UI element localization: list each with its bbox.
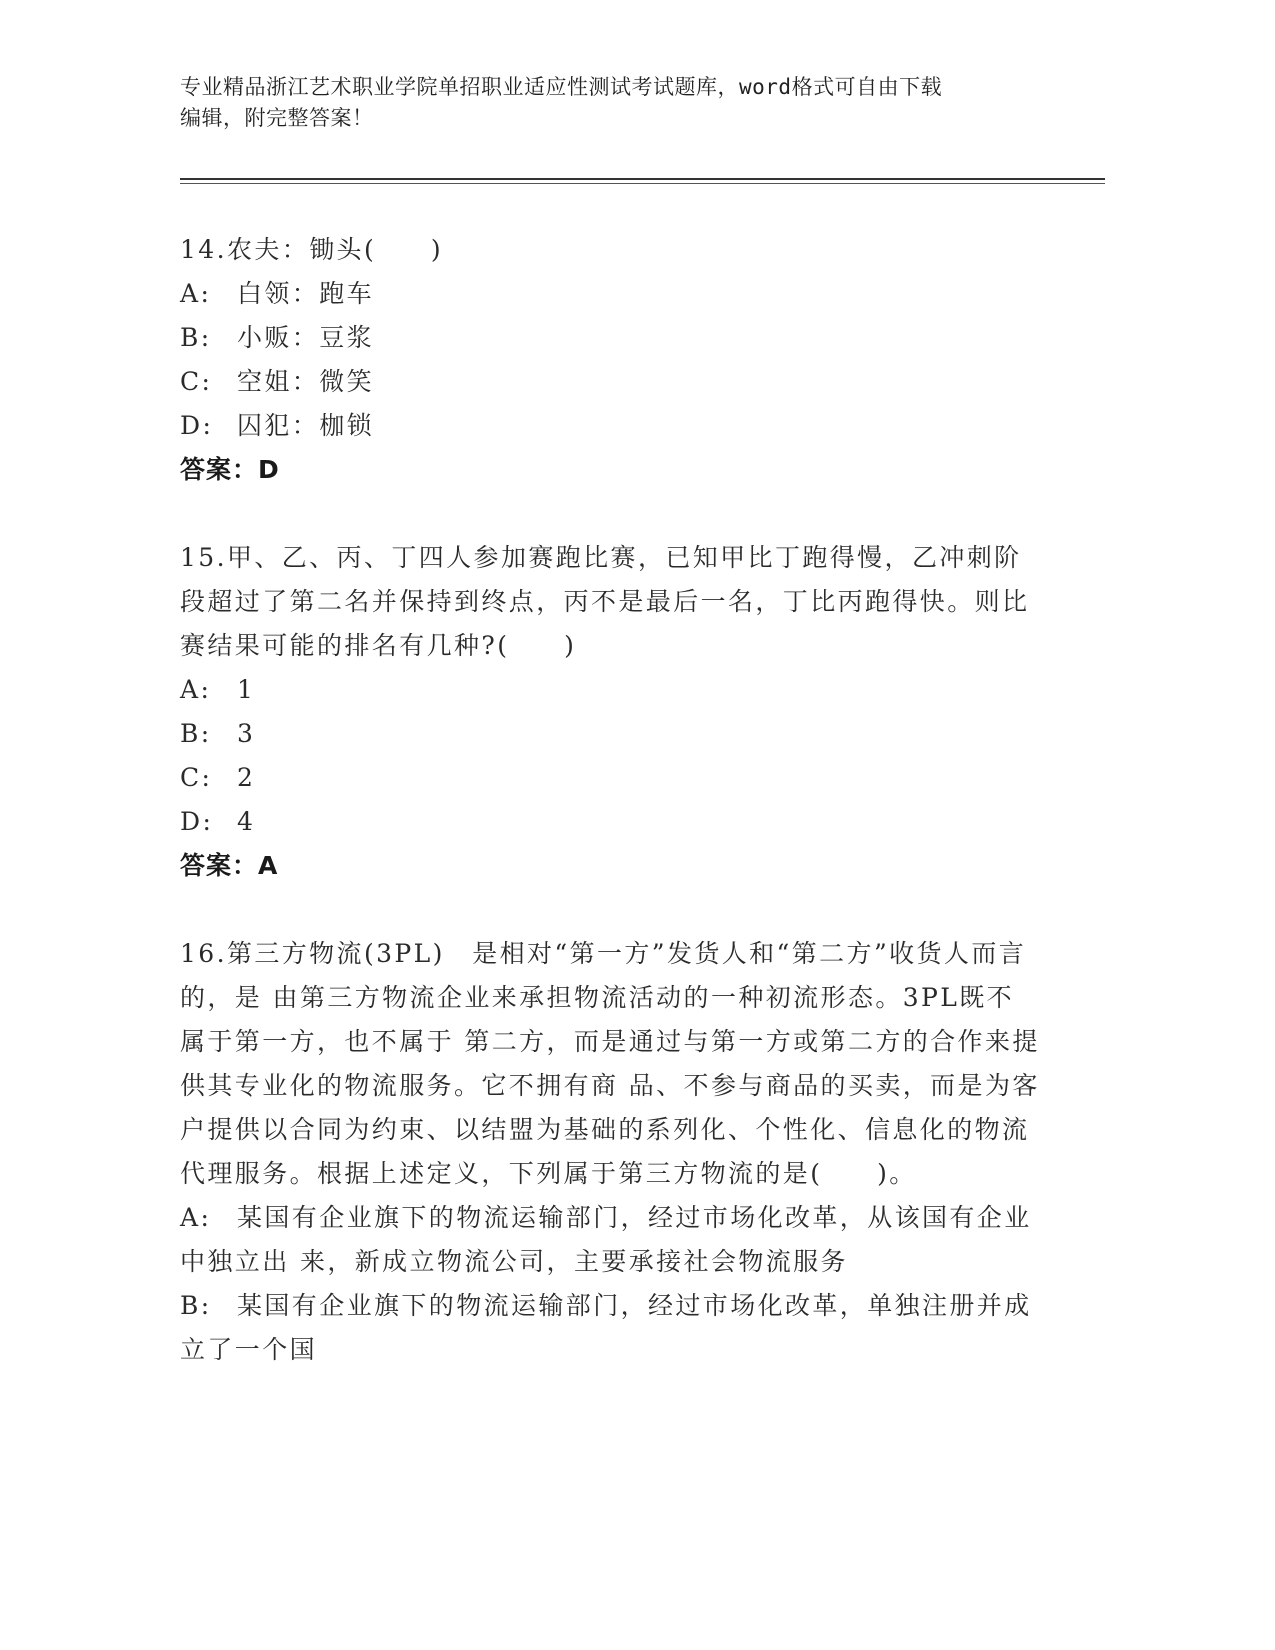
option-letter: C: [180, 763, 213, 792]
option-a [180, 1196, 1040, 1284]
question-14 [180, 228, 1040, 492]
option-text: 空姐：微笑 [237, 367, 375, 396]
option-letter: B: [180, 1291, 212, 1320]
header-divider-thick [180, 178, 1105, 180]
answer-label: 答案：D [180, 455, 280, 484]
question-16 [180, 932, 1040, 1372]
option-text: 小贩：豆浆 [237, 323, 375, 352]
option-text: 2 [237, 763, 256, 792]
option-text: 白领：跑车 [237, 279, 375, 308]
question-text: 14.农夫：锄头( ) [180, 235, 444, 264]
option-letter: D: [180, 411, 214, 440]
option-text: 1 [237, 675, 256, 704]
option-a [180, 668, 1040, 712]
option-c [180, 756, 1040, 800]
question-15 [180, 536, 1040, 888]
header-line-1: 专业精品浙江艺术职业学院单招职业适应性测试考试题库，word格式可自由下载 [180, 75, 943, 99]
option-letter: B: [180, 323, 212, 352]
option-text: 囚犯：枷锁 [237, 411, 375, 440]
option-letter: A: [180, 675, 212, 704]
option-b [180, 1284, 1040, 1372]
option-text: 某国有企业旗下的物流运输部门，经过市场化改革，从该国有企业中独立出 来，新成立物流公司，主要承接社会物流服务 [180, 1203, 1032, 1276]
document-body [180, 228, 1040, 1416]
header-line-2: 编辑，附完整答案！ [180, 106, 374, 130]
option-c [180, 360, 1040, 404]
option-letter: B: [180, 719, 212, 748]
option-d [180, 800, 1040, 844]
option-a [180, 272, 1040, 316]
header-divider-thin [180, 183, 1105, 184]
option-text: 某国有企业旗下的物流运输部门，经过市场化改革，单独注册并成立了一个国 [180, 1291, 1032, 1364]
document-header [180, 72, 1060, 134]
option-letter: A: [180, 279, 212, 308]
option-text: 4 [237, 807, 256, 836]
option-b [180, 712, 1040, 756]
question-text: 15.甲、乙、丙、丁四人参加赛跑比赛，已知甲比丁跑得慢，乙冲刺阶段超过了第二名并保持到终点，丙不是最后一名，丁比丙跑得快。则比赛结果可能的排名有几种?( ) [180, 543, 1030, 660]
option-b [180, 316, 1040, 360]
question-text: 16.第三方物流(3PL) 是相对“第一方”发货人和“第二方”收货人而言的，是 由第三方物流企业来承担物流活动的一种初流形态。3PL既不属于第一方，也不属于 第二方，而是通过与第一方或第二方的合作来提供其专业化的物流服务。它不拥有商 品、不参与商品的买卖，而是为客户提供以合同为约束、以结盟为基础的系列化、个性化、信息化的物流代理服务。根据上述定义，下列属于第三方物流的是( )。 [180, 939, 1040, 1188]
option-letter: A: [180, 1203, 212, 1232]
answer-label: 答案：A [180, 851, 279, 880]
option-text: 3 [237, 719, 256, 748]
option-letter: D: [180, 807, 214, 836]
option-letter: C: [180, 367, 213, 396]
option-d [180, 404, 1040, 448]
